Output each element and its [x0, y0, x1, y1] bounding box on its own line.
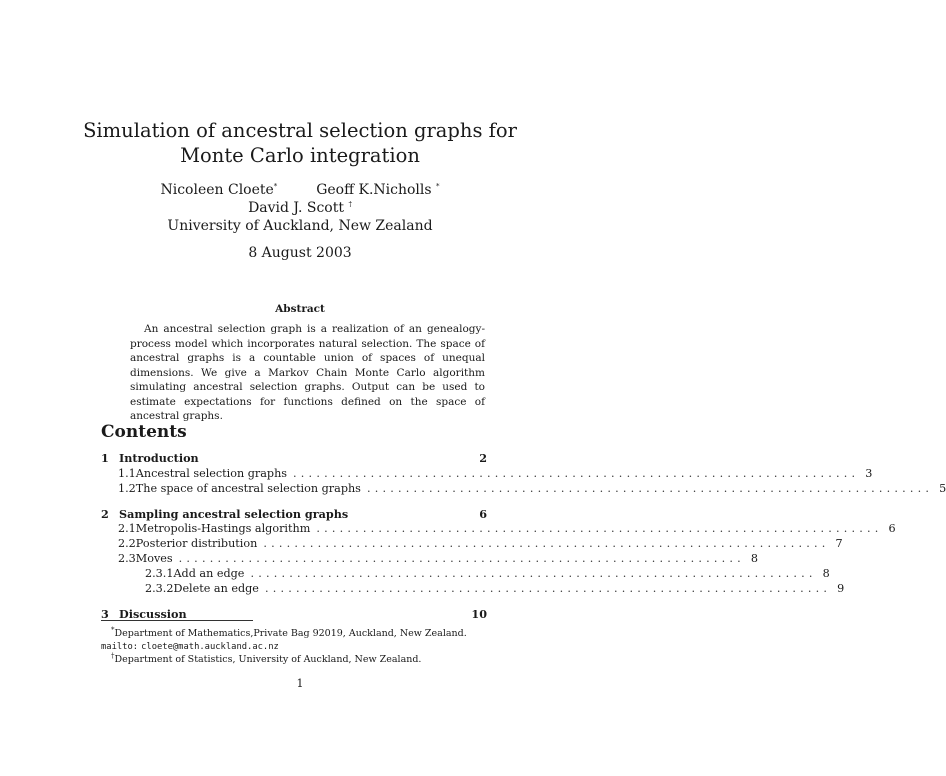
toc-title: Ancestral selection graphs — [135, 467, 288, 480]
contents-heading: Contents — [101, 422, 187, 442]
footnote-rule — [101, 620, 253, 621]
toc-number: 3 — [101, 607, 109, 621]
toc-title: Delete an edge — [173, 582, 259, 595]
author-line-2 — [0, 200, 600, 216]
footnote-mailto: mailto: — [101, 642, 139, 653]
title-line-1: Simulation of ancestral selection graphs for — [83, 119, 517, 142]
date: 8 August 2003 — [248, 245, 352, 261]
toc-title: Metropolis-Hastings algorithm — [135, 522, 311, 535]
toc-entry-subsubsection[interactable] — [145, 582, 845, 595]
author-mark: * — [436, 182, 440, 191]
toc-entry-section[interactable] — [101, 451, 487, 465]
toc-leader-dots: ......................................................................... — [178, 552, 745, 565]
toc-leader-dots: ......................................................................... — [316, 522, 883, 535]
toc-leader-dots: ......................................................................... — [263, 537, 830, 550]
footnote-2 — [101, 650, 486, 666]
footnote-mark: † — [111, 652, 115, 660]
toc-title: Discussion — [119, 607, 187, 621]
toc-page: 8 — [822, 567, 830, 580]
toc-number: 2.3.1 — [145, 567, 174, 580]
toc-entry-subsection[interactable] — [118, 522, 896, 535]
page-number: 1 — [296, 677, 304, 690]
paper-title — [0, 118, 600, 169]
toc-title: Posterior distribution — [135, 537, 258, 550]
abstract-heading: Abstract — [275, 303, 325, 315]
author-name: David J. Scott — [248, 200, 344, 216]
toc-number: 2.1 — [118, 522, 136, 535]
toc-title: Sampling ancestral selection graphs — [119, 507, 349, 521]
toc-entry-subsection[interactable] — [118, 537, 843, 550]
toc-page: 3 — [865, 467, 873, 480]
toc-page: 2 — [479, 451, 487, 465]
toc-leader-dots: ......................................................................... — [366, 482, 934, 495]
toc-number: 2.3 — [118, 552, 136, 565]
author-mark: * — [273, 182, 278, 191]
toc-page: 9 — [837, 582, 845, 595]
author-mark: † — [348, 200, 352, 209]
toc-leader-dots: ......................................................................... — [250, 567, 817, 580]
toc-entry-section[interactable] — [101, 607, 487, 621]
footnote-text: Department of Statistics, University of Auckland, New Zealand. — [114, 654, 422, 666]
author-line-1 — [0, 182, 600, 198]
toc-number: 2.3.2 — [145, 582, 174, 595]
toc-title: The space of ancestral selection graphs — [135, 482, 361, 495]
toc-entry-subsubsection[interactable] — [145, 567, 830, 580]
toc-leader-dots: ......................................................................... — [264, 582, 832, 595]
toc-number: 1.1 — [118, 467, 136, 480]
footnote-email-link[interactable]: cloete@math.auckland.ac.nz — [141, 642, 279, 653]
author-name: Nicoleen Cloete — [160, 182, 274, 198]
toc-number: 1.2 — [118, 482, 136, 495]
toc-leader-dots: ......................................................................... — [293, 467, 860, 480]
footnote-mark: * — [111, 626, 115, 634]
footnote-text: Department of Mathematics,Private Bag 92019, Auckland, New Zealand. — [114, 628, 467, 640]
toc-page: 8 — [750, 552, 758, 565]
toc-page: 10 — [471, 607, 487, 621]
affiliation: University of Auckland, New Zealand — [167, 218, 433, 234]
toc-entry-subsection[interactable] — [118, 552, 758, 565]
toc-number: 2 — [101, 507, 109, 521]
toc-title: Introduction — [119, 451, 199, 465]
toc-page: 6 — [479, 507, 487, 521]
toc-title: Moves — [135, 552, 173, 565]
toc-page: 5 — [939, 482, 946, 495]
toc-page: 7 — [835, 537, 843, 550]
title-line-2: Monte Carlo integration — [180, 144, 420, 168]
toc-entry-subsection[interactable] — [118, 467, 873, 480]
toc-title: Add an edge — [173, 567, 245, 580]
author-name: Geoff K.Nicholls — [316, 182, 432, 198]
toc-number: 2.2 — [118, 537, 136, 550]
toc-page: 6 — [888, 522, 896, 535]
toc-entry-section[interactable] — [101, 507, 487, 521]
toc-number: 1 — [101, 451, 109, 465]
abstract-text: An ancestral selection graph is a realization of an genealogy-process model which incorporates natural selection. The space of ancestral graphs is a countable union of spaces of unequal dimensions. We give a Markov Chain Monte Carlo algorithm simulating ancestral selection graphs. Output can be used to estimate expectations for functions defined on the space of ancestral graphs. — [130, 323, 485, 422]
toc-entry-subsection[interactable] — [118, 482, 946, 495]
